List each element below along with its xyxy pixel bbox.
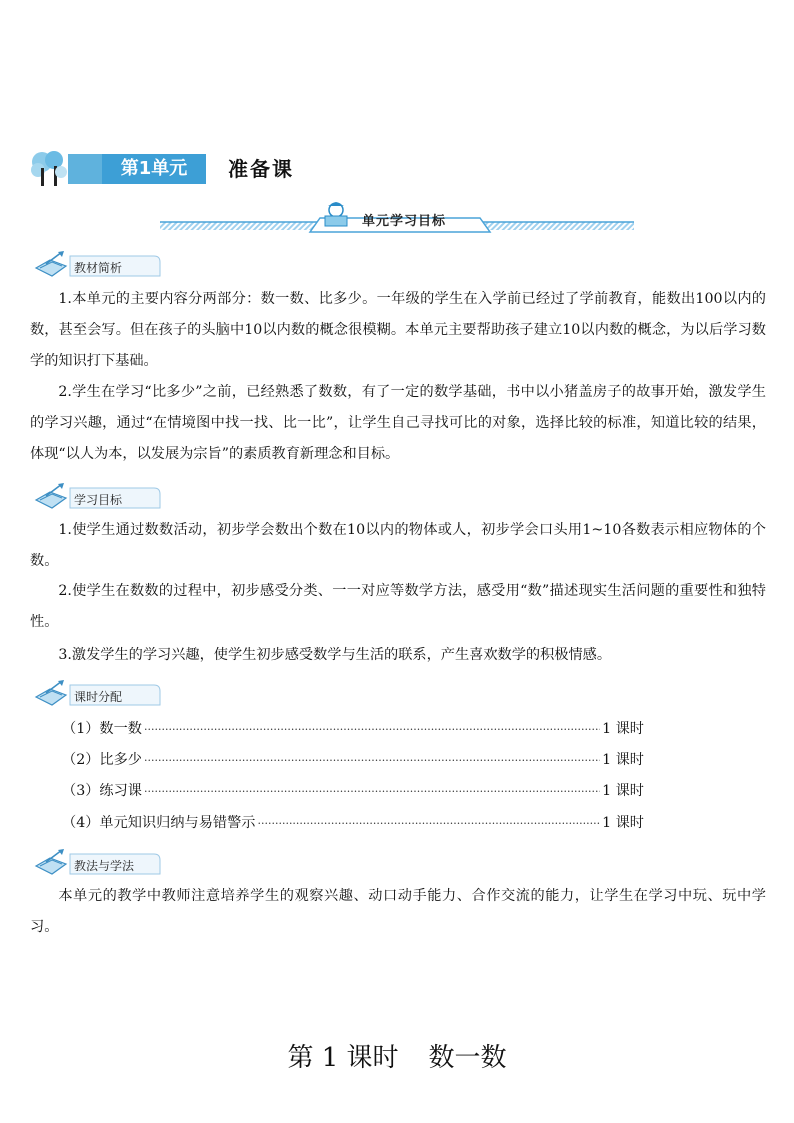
lesson-item <box>62 718 644 740</box>
paragraph: 3.激发学生的学习兴趣，使学生初步感受数学与生活的联系，产生喜欢数学的积极情感。 <box>58 647 612 663</box>
lesson-title: 数一数 <box>428 1043 507 1073</box>
section-tag-label: 学习目标 <box>74 493 123 507</box>
section-tag-label: 课时分配 <box>74 690 123 704</box>
paragraph: 2.使学生在数数的过程中，初步感受分类、一一对应等数学方法，感受用“数”描述现实生活问题的重要性和独特性。 <box>30 583 766 630</box>
lesson-number: 第 1 课时 <box>287 1043 399 1073</box>
section-tag-schedule <box>32 679 162 709</box>
paragraph: 2.学生在学习“比多少”之前，已经熟悉了数数，有了一定的数学基础，书中以小猪盖房子的故事开始，激发学生的学习兴趣，通过“在情境图中找一找、比一比”，让学生自己寻找可比的对象，选择比较的标准，知道比较的结果，体现“以人为本，以发展为宗旨”的素质教育新理念和目标。 <box>30 384 766 462</box>
unit-header <box>30 148 430 188</box>
unit-title: 准备课 <box>228 157 294 181</box>
lesson-hours: 1 课时 <box>602 721 644 737</box>
lesson-item <box>62 812 644 834</box>
paragraph: 本单元的教学中教师注意培养学生的观察兴趣、动口动手能力、合作交流的能力，让学生在学习中玩、玩中学习。 <box>30 888 766 935</box>
section-tag-methods <box>32 848 162 878</box>
unit-badge <box>68 154 206 184</box>
section-tag-textbook <box>32 250 162 280</box>
tree-icon <box>30 148 68 188</box>
leader-dots <box>257 813 600 835</box>
lesson-hours: 1 课时 <box>602 752 644 768</box>
paragraph: 1.本单元的主要内容分两部分：数一数、比多少。一年级的学生在入学前已经过了学前教育，能数出100以内的数，甚至会写。但在孩子的头脑中10以内数的概念很模糊。本单元主要帮助孩子建立10以内数的概念，为以后学习数学的知识打下基础。 <box>30 291 766 369</box>
student-icon <box>325 202 347 226</box>
lesson-name: （1）数一数 <box>62 721 142 737</box>
lesson-name: （3）练习课 <box>62 783 142 799</box>
lesson-item <box>62 749 644 771</box>
lesson-heading <box>0 1038 794 1078</box>
section-tag-label: 教材简析 <box>74 261 123 275</box>
lesson-hours: 1 课时 <box>602 783 644 799</box>
unit-goals-banner <box>160 198 634 234</box>
unit-badge-label: 第1单元 <box>102 154 206 184</box>
paragraph: 1.使学生通过数数活动，初步学会数出个数在10以内的物体或人，初步学会口头用1~10各数表示相应物体的个数。 <box>30 522 766 569</box>
lesson-name: （2）比多少 <box>62 752 142 768</box>
leader-dots <box>144 719 600 741</box>
section-tag-label: 教法与学法 <box>74 859 135 873</box>
leader-dots <box>144 781 600 803</box>
leader-dots <box>144 750 600 772</box>
lesson-name: （4）单元知识归纳与易错警示 <box>62 815 256 831</box>
section-tag-objectives <box>32 482 162 512</box>
lesson-hours: 1 课时 <box>602 815 644 831</box>
lesson-item <box>62 780 644 802</box>
unit-goals-label: 单元学习目标 <box>362 214 447 229</box>
